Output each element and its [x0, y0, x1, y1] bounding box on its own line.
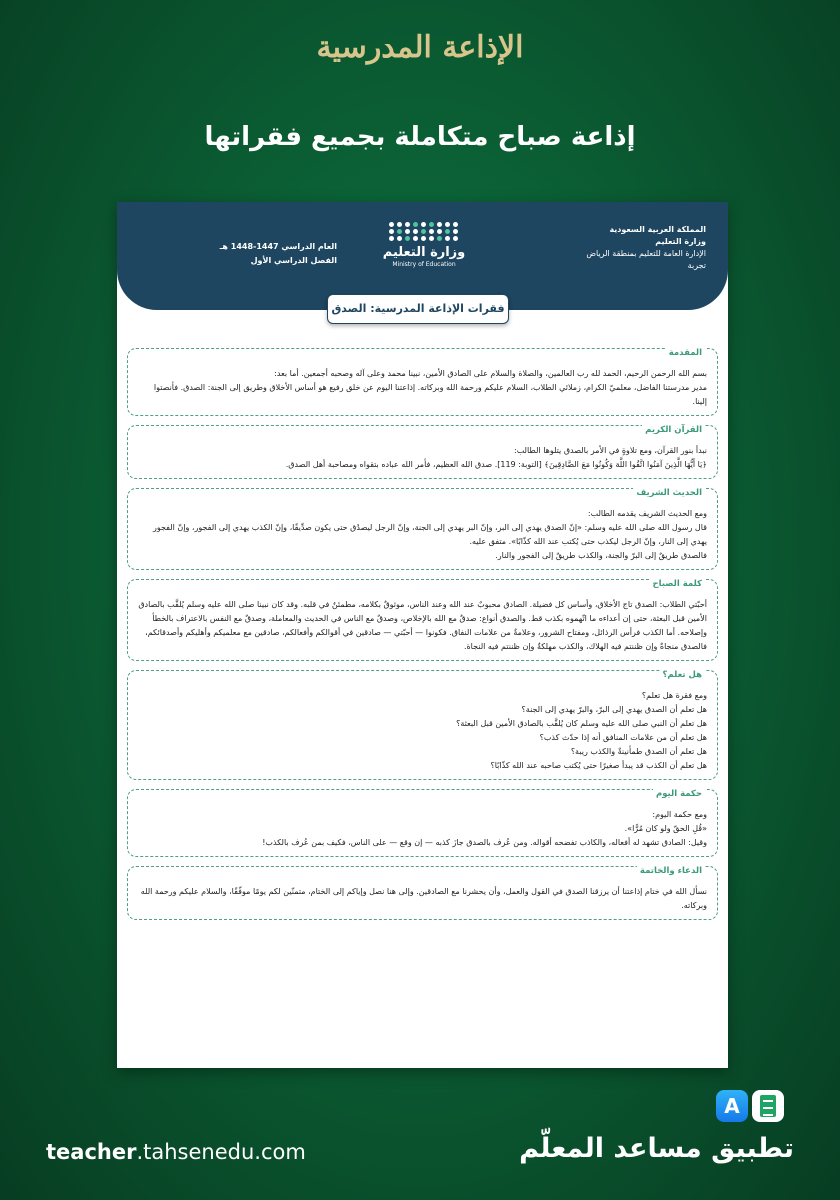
- section-quran: [127, 425, 718, 479]
- section-title: هل تعلم؟: [660, 670, 706, 680]
- section-title: الدعاء والخاتمة: [637, 866, 705, 876]
- website-url[interactable]: [46, 1140, 306, 1164]
- section-morning-speech: [127, 579, 718, 661]
- header-directorate: الإدارة العامة للتعليم بمنطقة الرياض: [586, 249, 706, 258]
- app-store-icon[interactable]: A: [716, 1090, 748, 1122]
- section-wisdom: [127, 789, 718, 857]
- header-semester: الفصل الدراسي الأول: [250, 256, 337, 265]
- document-preview: [117, 202, 728, 1068]
- sections-list: [127, 348, 718, 929]
- header-year: العام الدراسي 1447-1448 هـ: [219, 242, 337, 251]
- section-line: بسم الله الرحمن الرحيم، الحمد لله رب العالمين، والصلاة والسلام على الصادق الأمين، نبينا محمد وعلى آله وصحبه أجمعين. أما بعد:: [274, 369, 707, 378]
- section-title: المقدمة: [666, 348, 705, 358]
- url-rest-part: .tahsenedu.com: [136, 1140, 306, 1164]
- ministry-logo: [379, 222, 469, 290]
- header-country: المملكة العربية السعودية: [609, 225, 706, 234]
- section-line: «قُلِ الحقّ ولو كان مُرًّا».: [624, 824, 707, 833]
- store-icons: [716, 1090, 784, 1122]
- section-line: وقيل: الصادق تشهد له أفعاله، والكاذب تفضحه أقواله. ومن عُرف بالصدق جازَ كذبه — إن وقع — على الناس، فكيف بمن عُرف بالكذب!: [262, 838, 707, 847]
- section-line: نسأل الله في ختام إذاعتنا أن يرزقنا الصدق في القول والعمل، وأن يحشرنا مع الصادقين. وإلى هنا نصل وإياكم إلى الختام، متمنّين لكم يومًا موفّقًا، والسلام عليكم ورحمة الله وبركاته.: [140, 887, 707, 910]
- section-line: ومع الحديث الشريف يقدمه الطالب:: [587, 509, 707, 518]
- section-did-you-know: [127, 670, 718, 780]
- app-name: تطبيق مساعد المعلّم: [519, 1133, 794, 1164]
- section-line: هل تعلم أن النبي صلى الله عليه وسلم كان يُلقَّب بالصادق الأمين قبل البعثة؟: [456, 719, 707, 728]
- section-line: ومع حكمة اليوم:: [652, 810, 707, 819]
- logo-arabic-text: وزارة التعليم: [382, 245, 466, 260]
- section-line: ﴿يَا أَيُّهَا الَّذِينَ آمَنُوا اتَّقُوا اللَّهَ وَكُونُوا مَعَ الصَّادِقِينَ﴾ [التوبة: 119]. صدق الله العظيم، فأمر الله عباده بتقواه ومصاحبة أهل الصدق.: [285, 460, 707, 469]
- section-title: القرآن الكريم: [642, 425, 705, 435]
- section-line: هل تعلم أن الكذب قد يبدأ صغيرًا حتى يُكتب صاحبه عند الله كذّابًا؟: [490, 761, 707, 770]
- section-line: أحبّتي الطلاب: الصدق تاج الأخلاق، وأساس كل فضيلة. الصادق محبوبٌ عند الله وعند الناس، موثوقٌ بكلامه، مطمئنٌ في قلبه. وقد كان نبينا صلى الله عليه وسلم يُلقَّب بالصادق الأمين قبل البعثة، حتى إن أعداءه ما اتّهموه بكذب قط. والصدق أنواع: صدقٌ مع الله بالإخلاص، وصدقٌ مع الناس في الحديث والمعاملة، وصدقٌ مع النفس بالاعتراف بالخطأ وإصلاحه. أما الكذب فرأس الرذائل، ومفتاح الشرور، وعلامةٌ من علامات النفاق. فكونوا — أحبّتي — صادقين في أقوالكم وأفعالكم، صادقين مع معلميكم وأهليكم وأصدقائكم، فالصدق منجاةٌ وإن ظننتم فيه الهلاك، والكذب مهلكةٌ وإن ظننتم فيه النجاة.: [138, 600, 707, 651]
- section-hadith: [127, 488, 718, 570]
- section-introduction: [127, 348, 718, 416]
- section-line: ومع فقرة هل تعلم؟: [641, 691, 707, 700]
- url-bold-part: teacher: [46, 1140, 137, 1164]
- logo-english-text: Ministry of Education: [392, 261, 456, 268]
- page-title: الإذاعة المدرسية: [316, 30, 524, 65]
- header-school: تجربة: [687, 261, 706, 270]
- section-line: فالصدق طريقٌ إلى البرّ والجنة، والكذب طريقٌ إلى الفجور والنار.: [495, 551, 707, 560]
- document-topic-tab: فقرات الإذاعة المدرسية: الصدق: [327, 294, 509, 324]
- section-line: هل تعلم أن من علامات المنافق أنه إذا حدّث كذب؟: [539, 733, 707, 742]
- logo-dots-icon: [379, 222, 469, 241]
- google-sheets-icon[interactable]: [752, 1090, 784, 1122]
- section-line: هل تعلم أن الصدق طمأنينةٌ والكذب ريبة؟: [570, 747, 707, 756]
- section-title: كلمة الصباح: [650, 579, 706, 589]
- section-line: مدير مدرستنا الفاضل، معلميّ الكرام، زملائي الطلاب، السلام عليكم ورحمة الله وبركاته. إذاعتنا اليوم عن خلق رفيع هو أساس الأخلاق وطريق إلى الجنة: الصدق. فأنصتوا إلينا.: [153, 383, 707, 406]
- header-ministry-info: [516, 224, 706, 272]
- section-line: قال رسول الله صلى الله عليه وسلم: «إنّ الصدق يهدي إلى البر، وإنّ البر يهدي إلى الجنة، وإنّ الرجل ليصدُق حتى يكون صدِّيقًا، وإنّ الكذب يهدي إلى الفجور، وإنّ الفجور يهدي إلى النار، وإنّ الرجل ليكذب حتى يُكتب عند الله كذّابًا». متفق عليه.: [153, 523, 707, 546]
- section-title: الحديث الشريف: [633, 488, 705, 498]
- page-subtitle: إذاعة صباح متكاملة بجميع فقراتها: [204, 122, 636, 152]
- header-ministry: وزارة التعليم: [655, 237, 706, 246]
- section-closing-prayer: [127, 866, 718, 920]
- header-academic-year: [197, 240, 337, 268]
- section-line: نبدأ بنور القرآن، ومع تلاوةٍ في الأمر بالصدق يتلوها الطالب:: [514, 446, 707, 455]
- section-line: هل تعلم أن الصدق يهدي إلى البرّ، والبرّ يهدي إلى الجنة؟: [521, 705, 707, 714]
- section-title: حكمة اليوم: [653, 789, 705, 799]
